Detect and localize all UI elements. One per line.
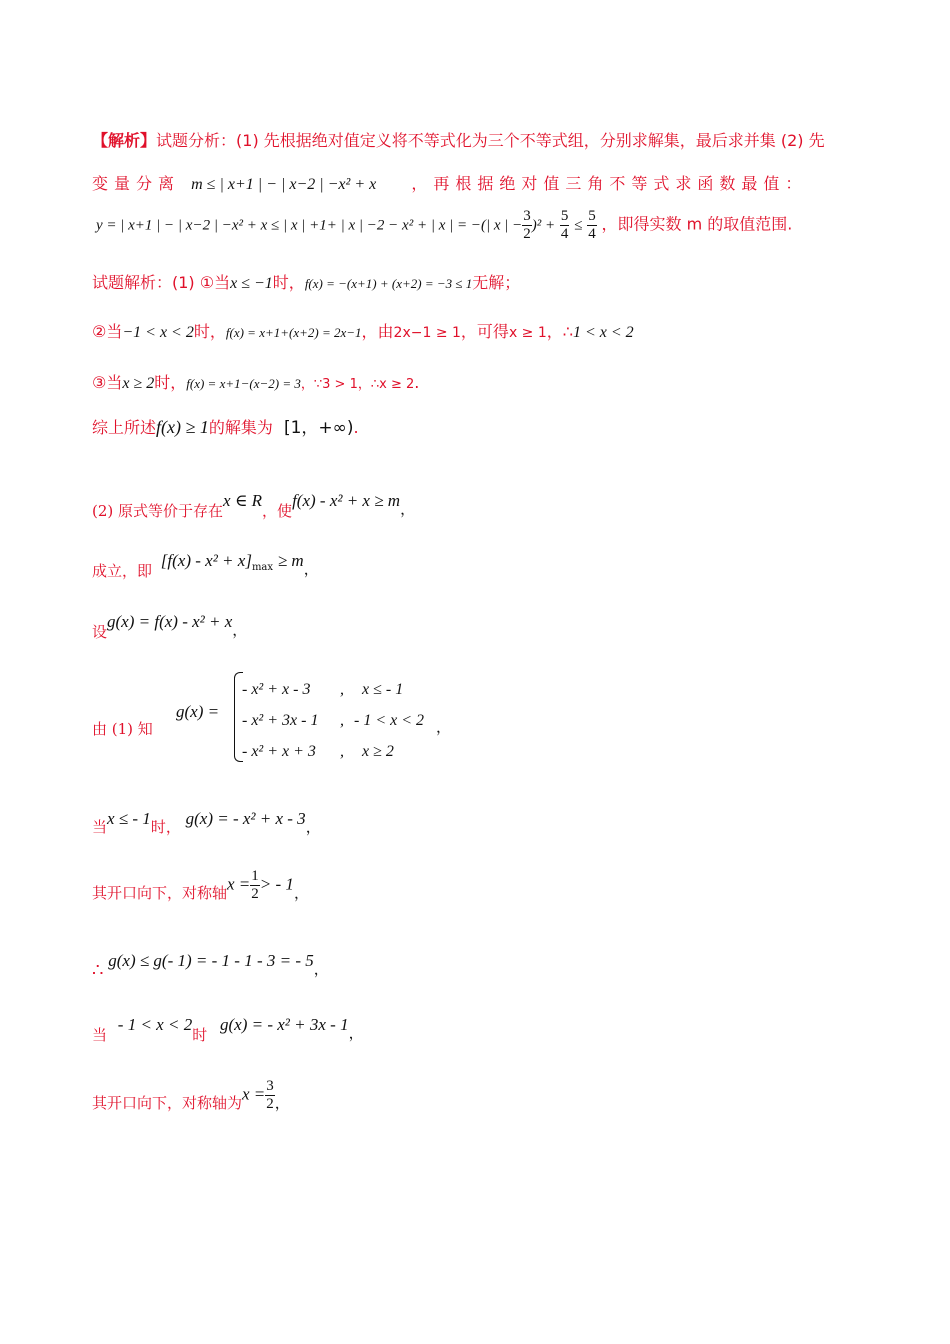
part2-end-8: ，: [348, 1024, 364, 1042]
part2-text-3: 设: [92, 623, 108, 641]
case-2-condition: −1 < x < 2: [122, 324, 194, 341]
part2-line-2: [92, 550, 319, 580]
analysis-line-2: [92, 171, 807, 194]
part2-text-4: 由 (1) 知: [92, 720, 153, 738]
part2-end-2: ，: [303, 560, 319, 578]
analysis-text-3: ，即得实数 m 的取值范围.: [601, 214, 793, 234]
case-3-label: ③当: [92, 373, 123, 392]
part2-condition-5: x ≤ - 1: [107, 809, 151, 828]
part2-end-9: ，: [274, 1093, 290, 1112]
piecewise-row-2: - x² + 3x - 1 , - 1 < x < 2: [242, 712, 425, 729]
case-2-text-2: ，由: [361, 322, 394, 341]
solution-summary: [92, 413, 359, 438]
solution-case-3: [92, 370, 419, 393]
part2-text-8a: 当: [92, 1026, 108, 1044]
part2-text-5a: 当: [92, 818, 108, 836]
part2-line-9: [92, 1078, 290, 1113]
part2-line-4-label: [92, 718, 153, 739]
fraction-5-4-a: $\frac{5}{4}$: [560, 208, 569, 242]
case-2-expression: f(x) = x+1+(x+2) = 2x−1: [225, 325, 362, 340]
fraction-3-2: $\frac{3}{2}$: [523, 208, 531, 242]
case-3-result: x ≥ 2: [379, 377, 415, 392]
piecewise-row-1: - x² + x - 3 , x ≤ - 1: [242, 681, 404, 698]
part2-expression-9-lhs: x =: [242, 1084, 266, 1104]
case-3-because: 3 > 1: [322, 377, 358, 392]
part2-line-3: [92, 611, 248, 641]
part2-end-1: ，: [400, 500, 416, 518]
case-2-result: x ≥ 1: [508, 325, 547, 341]
therefore-sign: ∴: [92, 960, 104, 981]
case-2-text-3: ，可得: [460, 322, 509, 341]
part2-condition-1: x ∈ R: [223, 491, 263, 510]
case-3-end: .: [414, 373, 420, 392]
case-1-expression: f(x) = −(x+1) + (x+2) = −3 ≤ 1: [304, 276, 473, 291]
summary-set: [1，+∞): [283, 418, 354, 438]
part2-text-1b: ，使: [262, 502, 293, 520]
part2-line-5: [92, 808, 321, 836]
case-2-label: ②当: [92, 322, 123, 341]
analysis-expr-3c: ≤: [574, 217, 583, 234]
part2-line-8: [92, 1014, 364, 1044]
part2-text-5b: 时，: [150, 818, 181, 836]
part2-text-1a: (2) 原式等价于存在: [92, 502, 224, 520]
piecewise-rows: [242, 674, 424, 767]
analysis-expr-3a: y = | x+1 | − | x−2 | −x² + x ≤ | x | +1+ | x | −2 − x² + | x | = −(| x | −: [96, 217, 523, 234]
case-3-condition: x ≥ 2: [122, 375, 155, 392]
analysis-expr-3b: )² +: [531, 217, 556, 234]
case-1-end: 无解；: [472, 273, 521, 292]
part2-condition-8: - 1 < x < 2: [117, 1015, 193, 1034]
part2-expression-6-lhs: x =: [227, 874, 251, 894]
analysis-expr-2: m ≤ | x+1 | − | x−2 | −x² + x: [191, 176, 377, 193]
solution-title: 试题解析：(1) ①当: [92, 273, 231, 292]
case-3-expression: f(x) = x+1−(x−2) = 3: [186, 376, 301, 391]
part2-expression-1: f(x) - x² + x ≥ m: [292, 491, 401, 510]
part2-expression-8: g(x) = - x² + 3x - 1: [220, 1015, 349, 1034]
part2-line-7: [92, 950, 329, 981]
part2-text-8b: 时: [192, 1026, 208, 1044]
solution-case-2: [92, 319, 634, 342]
summary-text-a: 综上所述: [92, 418, 157, 437]
part2-end-7: ，: [313, 960, 329, 978]
case-2-final: 1 < x < 2: [572, 324, 634, 341]
part2-end-5: ，: [305, 818, 321, 836]
case-2-text: 时，: [193, 322, 226, 341]
fraction-5-4-b: $\frac{5}{4}$: [588, 208, 596, 242]
part2-expression-6-rhs: > - 1: [259, 874, 294, 894]
part2-expression-7: g(x) ≤ g(- 1) = - 1 - 1 - 3 = - 5: [108, 951, 314, 970]
piecewise-end: ，: [436, 718, 452, 736]
part2-expression-3: g(x) = f(x) - x² + x: [107, 612, 233, 631]
part2-line-1: [92, 490, 416, 520]
part2-expression-2-tail: ≥ m: [277, 551, 304, 570]
case-3-text: 时，: [154, 373, 187, 392]
analysis-text-1: 试题分析：(1) 先根据绝对值定义将不等式化为三个不等式组，分别求解集，最后求并集 (2) 先: [156, 131, 825, 150]
case-1-text: 时，: [272, 273, 305, 292]
case-3-therefore-sign: ，∴: [357, 377, 380, 392]
analysis-text-2b: ，再根据绝对值三角不等式求函数最值：: [411, 174, 808, 193]
case-2-text-4: ，∴: [546, 322, 573, 341]
analysis-line-1: [92, 128, 825, 151]
fraction-3-2-b: $\frac{3}{2}$: [266, 1078, 274, 1112]
part2-expression-5: g(x) = - x² + x - 3: [185, 809, 306, 828]
solution-case-1: [92, 270, 520, 293]
piecewise-lhs: g(x) =: [176, 702, 220, 721]
summary-text-b: 的解集为: [208, 418, 273, 437]
analysis-line-3: [96, 208, 792, 243]
summary-expression: f(x) ≥ 1: [156, 417, 209, 437]
case-1-condition: x ≤ −1: [230, 275, 273, 292]
part2-expression-2: [f(x) - x² + x]: [160, 551, 252, 570]
part2-text-6: 其开口向下，对称轴: [92, 883, 228, 902]
analysis-tag: 【解析】: [92, 131, 157, 150]
part2-end-3: ，: [232, 621, 248, 639]
part2-subscript-max: max: [251, 562, 274, 573]
summary-end: .: [353, 418, 359, 437]
case-2-inequality: 2x−1 ≥ 1: [393, 325, 461, 341]
analysis-text-2a: 变量分离: [92, 174, 181, 193]
fraction-1-2: $\frac{1}{2}$: [251, 868, 259, 902]
case-3-because-sign: ，∵: [300, 377, 323, 392]
part2-line-6: [92, 868, 309, 903]
part2-end-6: ，: [293, 883, 309, 902]
part2-text-2: 成立，即: [92, 562, 153, 580]
piecewise-row-3: - x² + x + 3 , x ≥ 2: [242, 743, 394, 760]
part2-text-9: 其开口向下，对称轴为: [92, 1093, 243, 1112]
